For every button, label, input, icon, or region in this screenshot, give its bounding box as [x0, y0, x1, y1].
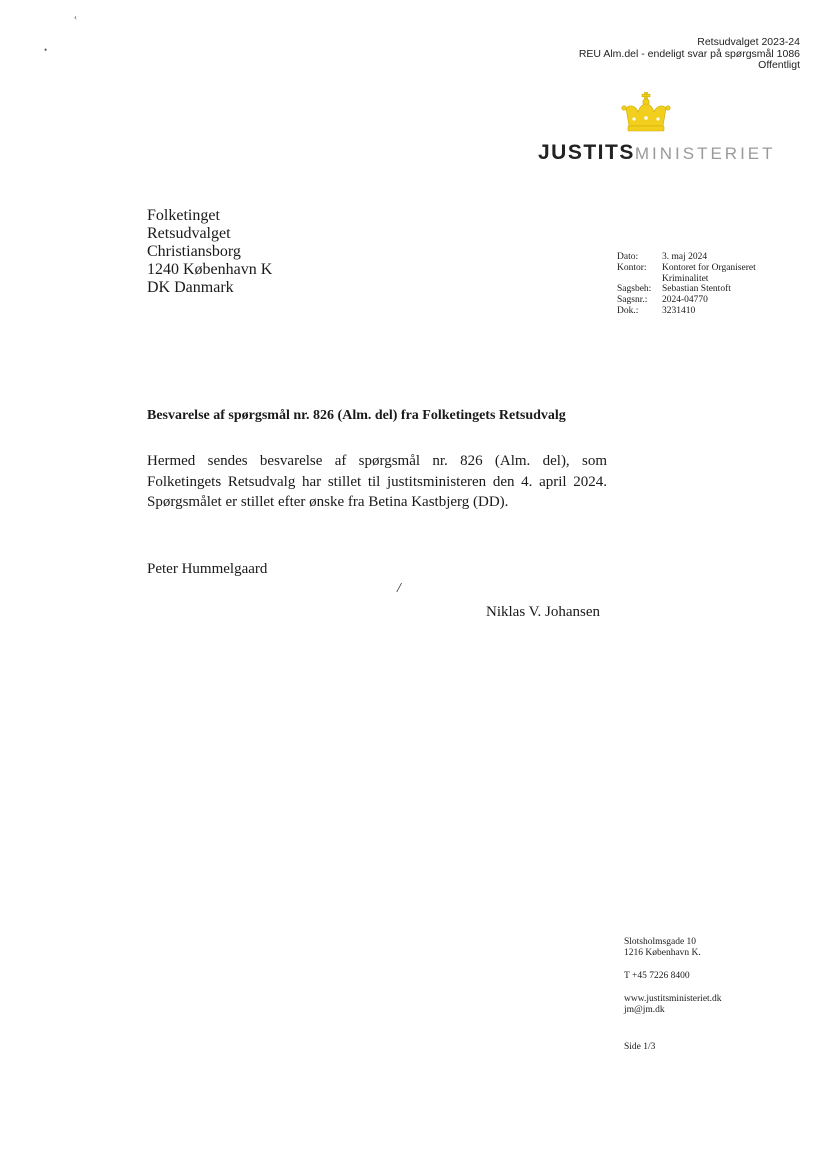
meta-value: Kontoret for Organiseret Kriminalitet — [662, 262, 756, 284]
signature-official: Niklas V. Johansen — [486, 604, 601, 620]
meta-label: Dok.: — [617, 305, 639, 316]
signature-separator: / — [397, 581, 401, 596]
meta-row-sagsbeh — [617, 284, 792, 295]
recipient-line: 1240 København K — [147, 261, 273, 278]
ministry-logo — [538, 141, 776, 165]
meta-label: Kontor: — [617, 262, 647, 273]
crown-icon — [620, 92, 672, 136]
meta-value: 2024-04770 — [662, 295, 708, 306]
meta-row-dato — [617, 252, 792, 263]
page-number: Side 1/3 — [624, 1042, 656, 1052]
footer-street: Slotsholmsgade 10 — [624, 937, 697, 947]
meta-value: 3231410 — [662, 305, 696, 316]
stamp-committee: Retsudvalget 2023-24 — [697, 36, 800, 48]
letter-subject: Besvarelse af spørgsmål nr. 826 (Alm. del) fra Folketingets Retsudvalg — [147, 408, 566, 423]
recipient-line: Retsudvalget — [147, 225, 231, 242]
signature-minister: Peter Hummelgaard — [147, 561, 268, 577]
letter-body: Hermed sendes besvarelse af spørgsmål nr. 826 (Alm. del), som Folketingets Retsudvalg har stillet til justitsministeren den 4. april 2024. Spørgsmålet er stillet efter ønske fra Betina Kastbjerg (DD). — [147, 453, 607, 510]
meta-label: Sagsnr.: — [617, 295, 648, 306]
footer-website: www.justitsministeriet.dk — [624, 994, 722, 1004]
recipient-line: DK Danmark — [147, 279, 234, 296]
document-stamp — [579, 37, 800, 72]
meta-row-sagsnr — [617, 295, 792, 306]
stamp-public: Offentligt — [758, 59, 800, 71]
logo-ministeriet: MINISTERIET — [634, 144, 776, 163]
document-metadata — [617, 252, 792, 317]
meta-value: Sebastian Stentoft — [662, 284, 731, 295]
recipient-line: Christiansborg — [147, 243, 241, 260]
meta-label: Sagsbeh: — [617, 284, 652, 295]
meta-row-kontor — [617, 263, 792, 285]
recipient-address — [147, 207, 272, 297]
meta-label: Dato: — [617, 252, 639, 262]
footer-email: jm@jm.dk — [624, 1005, 665, 1015]
scan-mark: ‹ — [74, 12, 77, 22]
stamp-reference: REU Alm.del - endeligt svar på spørgsmål 1086 — [578, 47, 800, 60]
footer-phone: T +45 7226 8400 — [624, 971, 690, 981]
scan-dot: • — [44, 45, 48, 55]
recipient-line: Folketinget — [147, 207, 220, 224]
footer-contact — [624, 937, 722, 1053]
meta-row-dok — [617, 306, 792, 317]
logo-justits: JUSTITS — [538, 141, 635, 164]
footer-city: 1216 København K. — [624, 948, 701, 958]
meta-value: 3. maj 2024 — [662, 252, 708, 262]
